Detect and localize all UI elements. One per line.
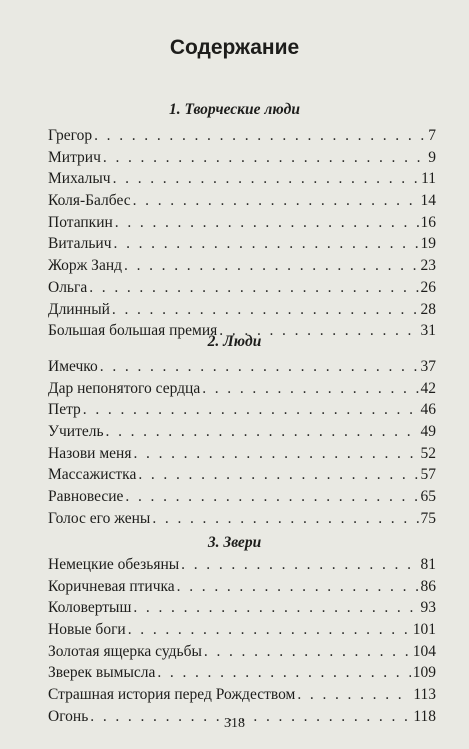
dot-leader bbox=[114, 233, 419, 255]
toc-entry bbox=[48, 597, 436, 619]
toc-entry-page: 93 bbox=[420, 599, 436, 617]
toc-entry-title: Страшная история перед Рождеством bbox=[48, 686, 296, 704]
toc-entry-title: Коловертыш bbox=[48, 599, 132, 617]
toc-entry-title: Петр bbox=[48, 401, 81, 419]
dot-leader bbox=[124, 255, 418, 277]
toc-entry-title: Новые боги bbox=[48, 621, 126, 639]
toc-entry-title: Учитель bbox=[48, 423, 104, 441]
toc-entry bbox=[48, 619, 436, 641]
toc-entry-page: 46 bbox=[420, 401, 436, 419]
toc-entry-page: 65 bbox=[420, 488, 436, 506]
dot-leader bbox=[181, 554, 418, 576]
dot-leader bbox=[106, 421, 419, 443]
toc-entry bbox=[48, 399, 436, 421]
toc-entry bbox=[48, 576, 436, 598]
toc-entry bbox=[48, 662, 436, 684]
toc-entry-title: Большая большая премия bbox=[48, 322, 218, 340]
toc-entry-title: Ольга bbox=[48, 278, 88, 296]
toc-entry-title: Дар непонятого сердца bbox=[48, 379, 201, 397]
toc-entry-page: 11 bbox=[421, 170, 436, 188]
toc-entry bbox=[48, 299, 436, 321]
section-2-list bbox=[48, 356, 436, 530]
dot-leader bbox=[94, 125, 426, 147]
toc-entry-page: 118 bbox=[413, 707, 436, 725]
toc-entry-title: Жорж Занд bbox=[48, 257, 123, 275]
toc-entry-page: 31 bbox=[420, 322, 436, 340]
toc-entry-page: 26 bbox=[420, 278, 436, 296]
section-heading-1: 1. Творческие люди bbox=[169, 101, 300, 118]
dot-leader bbox=[128, 619, 411, 641]
toc-entry-title: Назови меня bbox=[48, 444, 132, 462]
dot-leader bbox=[177, 576, 419, 598]
toc-entry-title: Золотая ящерка судьбы bbox=[48, 642, 202, 660]
toc-entry bbox=[48, 508, 436, 530]
toc-entry-title: Немецкие обезьяны bbox=[48, 556, 180, 573]
dot-leader bbox=[152, 508, 418, 530]
toc-entry bbox=[48, 255, 436, 277]
dot-leader bbox=[83, 399, 419, 421]
toc-entry-title: Михалыч bbox=[48, 170, 111, 188]
toc-entry-page: 57 bbox=[420, 466, 436, 484]
toc-entry bbox=[48, 641, 436, 663]
toc-entry-page: 101 bbox=[412, 621, 436, 639]
toc-entry bbox=[48, 190, 436, 212]
dot-leader bbox=[204, 641, 411, 663]
toc-entry-page: 9 bbox=[428, 148, 436, 166]
toc-entry-page: 86 bbox=[420, 577, 436, 595]
toc-entry-page: 113 bbox=[413, 686, 436, 704]
toc-entry bbox=[48, 421, 436, 443]
toc-entry-title: Огонь bbox=[48, 707, 89, 725]
page-number: 318 bbox=[224, 716, 245, 731]
toc-entry bbox=[48, 212, 436, 234]
dot-leader bbox=[133, 443, 418, 465]
dot-leader bbox=[138, 464, 418, 486]
toc-entry bbox=[48, 378, 436, 400]
toc-entry-page: 104 bbox=[412, 642, 436, 660]
dot-leader bbox=[112, 299, 419, 321]
toc-entry-title: Коля-Балбес bbox=[48, 192, 131, 210]
toc-entry bbox=[48, 147, 436, 169]
toc-entry bbox=[48, 125, 436, 147]
toc-entry-title: Массажистка bbox=[48, 466, 137, 484]
toc-entry-page: 75 bbox=[420, 509, 436, 527]
toc-entry-title: Имечко bbox=[48, 358, 98, 375]
dot-leader bbox=[113, 168, 419, 190]
dot-leader bbox=[89, 277, 418, 299]
toc-entry-title: Потапкин bbox=[48, 213, 113, 231]
dot-leader bbox=[297, 684, 411, 706]
page-title: Содержание bbox=[169, 36, 300, 59]
toc-entry-page: 28 bbox=[420, 300, 436, 318]
toc-entry-page: 109 bbox=[412, 664, 436, 682]
dot-leader bbox=[133, 597, 418, 619]
toc-entry bbox=[48, 554, 436, 576]
toc-entry bbox=[48, 168, 436, 190]
section-3-list bbox=[48, 554, 436, 728]
toc-entry-title: Митрич bbox=[48, 148, 101, 166]
toc-entry-page: 7 bbox=[428, 127, 436, 144]
toc-entry-page: 23 bbox=[420, 257, 436, 275]
toc-entry-title: Длинный bbox=[48, 300, 110, 318]
toc-entry-page: 16 bbox=[420, 213, 436, 231]
toc-entry bbox=[48, 356, 436, 378]
toc-entry-page: 42 bbox=[420, 379, 436, 397]
section-heading-2: 2. Люди bbox=[207, 333, 262, 350]
toc-entry-title: Витальич bbox=[48, 235, 112, 253]
toc-entry-page: 37 bbox=[420, 358, 436, 375]
toc-entry bbox=[48, 233, 436, 255]
dot-leader bbox=[133, 190, 419, 212]
toc-entry-title: Зверек вымысла bbox=[48, 664, 156, 682]
toc-entry-page: 52 bbox=[420, 444, 436, 462]
dot-leader bbox=[202, 378, 418, 400]
toc-entry-page: 14 bbox=[420, 192, 436, 210]
toc-entry bbox=[48, 684, 436, 706]
toc-entry-title: Равновесие bbox=[48, 488, 124, 506]
toc-entry-title: Голос его жены bbox=[48, 509, 151, 527]
toc-entry-page: 49 bbox=[420, 423, 436, 441]
toc-entry-page: 81 bbox=[420, 556, 436, 573]
section-heading-3: 3. Звери bbox=[207, 534, 262, 551]
dot-leader bbox=[125, 486, 418, 508]
toc-entry bbox=[48, 443, 436, 465]
dot-leader bbox=[157, 662, 410, 684]
toc-entry-title: Грегор bbox=[48, 127, 93, 144]
dot-leader bbox=[103, 147, 426, 169]
toc-entry bbox=[48, 277, 436, 299]
toc-entry-page: 19 bbox=[420, 235, 436, 253]
dot-leader bbox=[100, 356, 419, 378]
dot-leader bbox=[115, 212, 419, 234]
toc-entry bbox=[48, 464, 436, 486]
toc-entry bbox=[48, 486, 436, 508]
toc-entry-title: Коричневая птичка bbox=[48, 577, 175, 595]
section-1-list bbox=[48, 125, 436, 342]
